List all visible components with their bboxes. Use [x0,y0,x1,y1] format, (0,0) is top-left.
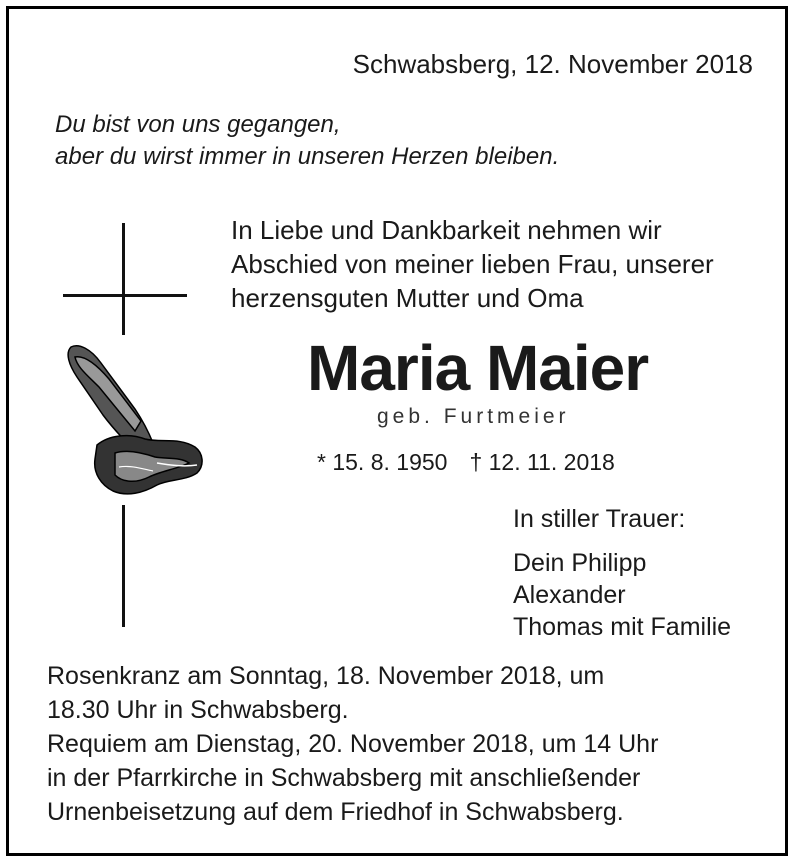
quote-line: aber du wirst immer in unseren Herzen bleiben. [55,143,560,170]
life-dates [317,449,615,476]
cross-icon-bar [63,294,187,297]
service-line: Requiem am Dienstag, 20. November 2018, um 14 Uhr [47,730,659,758]
intro-line: In Liebe und Dankbarkeit nehmen wir [231,215,662,245]
maiden-name: geb. Furtmeier [377,405,570,428]
mourner-name: Dein Philipp [513,549,647,577]
service-line: Urnenbeisetzung auf dem Friedhof in Schwabsberg. [47,798,624,826]
quote-line: Du bist von uns gegangen, [55,111,341,138]
intro-text [231,213,714,315]
service-line: 18.30 Uhr in Schwabsberg. [47,696,349,724]
birth-date: * 15. 8. 1950 [317,449,448,475]
death-date: † 12. 11. 2018 [469,449,615,475]
mourners-heading: In stiller Trauer: [513,505,686,533]
service-line: Rosenkranz am Sonntag, 18. November 2018, um [47,662,605,690]
mourner-name: Alexander [513,581,626,609]
mourner-name: Thomas mit Familie [513,613,732,641]
service-info [47,659,658,829]
deceased-name: Maria Maier [307,332,649,404]
intro-line: Abschied von meiner lieben Frau, unserer [231,249,714,279]
praying-hands-icon [57,335,207,505]
mourners-block [513,503,731,643]
intro-line: herzensguten Mutter und Oma [231,283,584,313]
memorial-quote [55,109,559,173]
service-line: in der Pfarrkirche in Schwabsberg mit anschließender [47,764,641,792]
place-date: Schwabsberg, 12. November 2018 [352,49,753,79]
obituary-notice [6,6,788,856]
